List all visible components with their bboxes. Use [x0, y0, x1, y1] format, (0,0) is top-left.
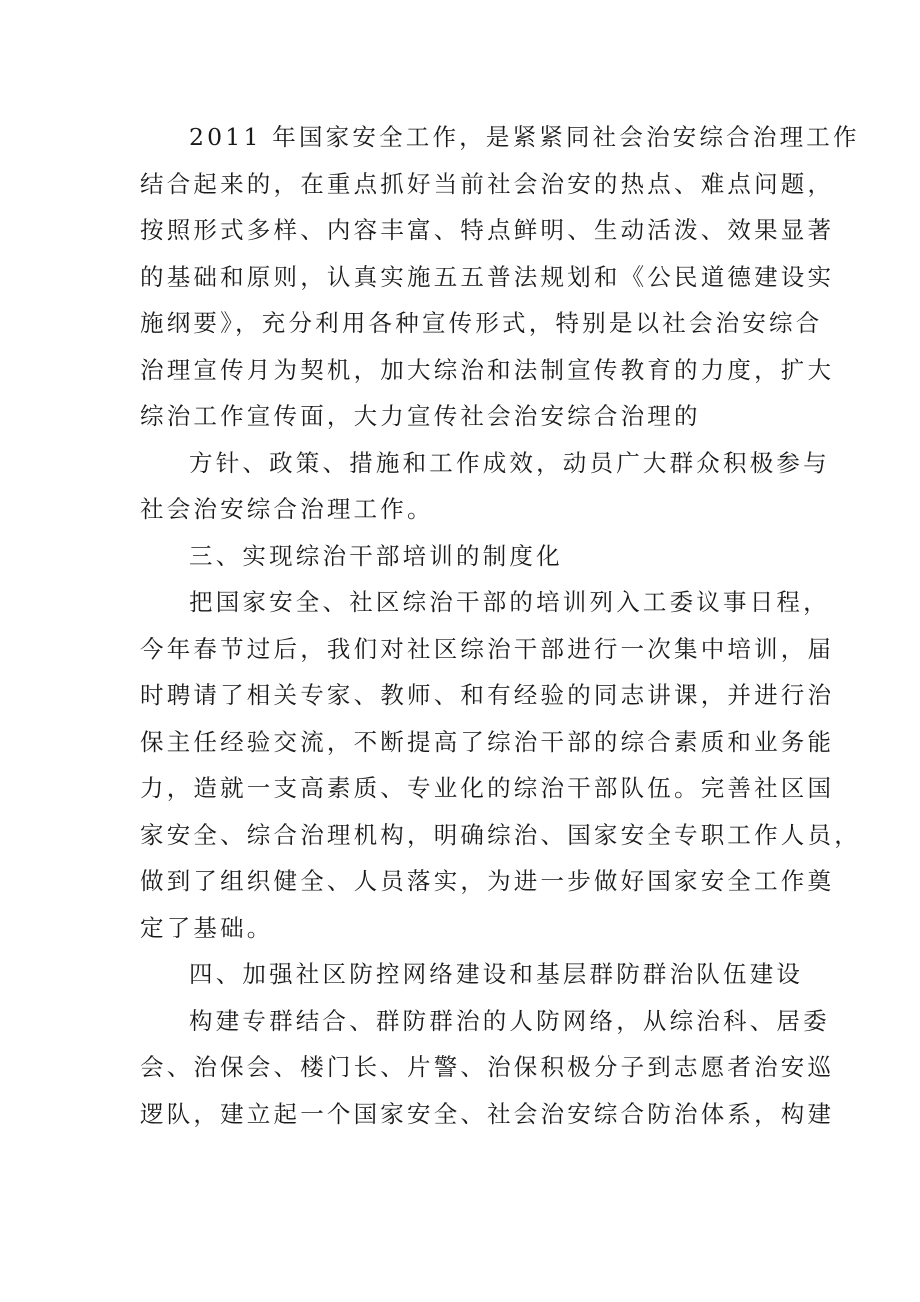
text-line: 的基础和原则，认真实施五五普法规划和《公民道德建设实 [140, 262, 835, 291]
text-line: 按照形式多样、内容丰富、特点鲜明、生动活泼、效果显著 [140, 216, 835, 244]
text-line: 施纲要》，充分利用各种宣传形式，特别是以社会治安综合 [140, 309, 823, 337]
text-line: 做到了组织健全、人员落实，为进一步做好国家安全工作奠 [140, 867, 835, 895]
text-line: 综治工作宣传面，大力宣传社会治安综合治理的 [140, 402, 701, 430]
text-line: 三、实现综治干部培训的制度化 [189, 541, 563, 570]
text-line: 定了基础。 [140, 913, 274, 942]
text-line: 逻队，建立起一个国家安全、社会治安综合防治体系，构建 [140, 1099, 835, 1128]
text-line: 会、治保会、楼门长、片警、治保积极分子到志愿者治安巡 [140, 1053, 835, 1081]
text-line: 治理宣传月为契机，加大综治和法制宣传教育的力度，扩大 [140, 355, 835, 384]
text-line: 家安全、综合治理机构，明确综治、国家安全专职工作人员， [140, 820, 861, 849]
text-line: 保主任经验交流，不断提高了综治干部的综合素质和业务能 [140, 727, 835, 756]
document-body [140, 114, 861, 1137]
text-line: 结合起来的，在重点抓好当前社会治安的热点、难点问题， [140, 169, 835, 198]
text-line: 方针、政策、措施和工作成效，动员广大群众积极参与 [189, 448, 830, 477]
text-line: 时聘请了相关专家、教师、和有经验的同志讲课，并进行治 [140, 681, 835, 709]
text-line: 2011 年国家安全工作，是紧紧同社会治安综合治理工作 [189, 123, 860, 151]
text-line: 社会治安综合治理工作。 [140, 495, 434, 523]
text-line: 四、加强社区防控网络建设和基层群防群治队伍建设 [189, 960, 804, 988]
text-line: 力，造就一支高素质、专业化的综治干部队伍。完善社区国 [140, 774, 835, 802]
text-line: 构建专群结合、群防群治的人防网络，从综治科、居委 [189, 1006, 830, 1035]
text-line: 把国家安全、社区综治干部的培训列入工委议事日程， [189, 588, 830, 616]
text-line: 今年春节过后，我们对社区综治干部进行一次集中培训，届 [140, 634, 835, 663]
